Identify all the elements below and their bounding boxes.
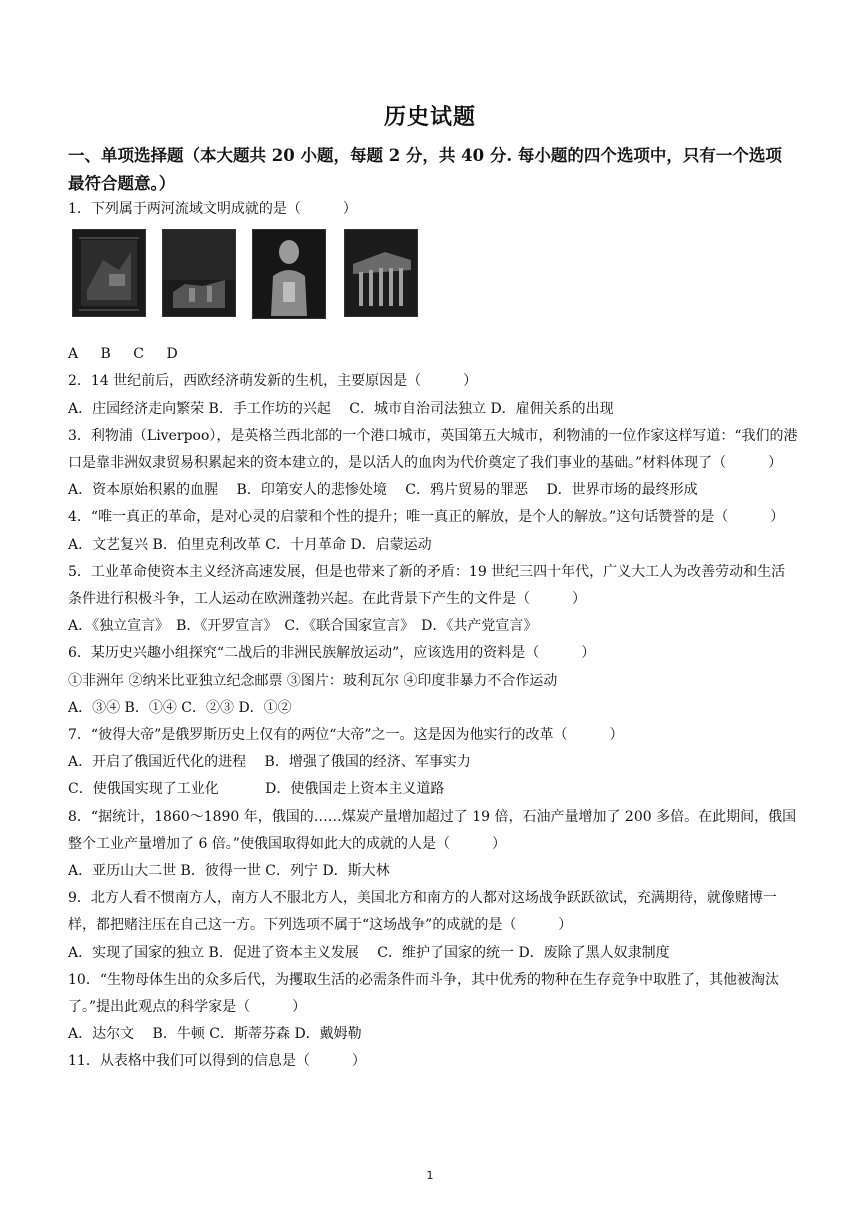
question-8-options: A．亚历山大二世 B．彼得一世 C．列宁 D．斯大林 <box>68 863 390 880</box>
question-3-stem: 3．利物浦（Liverpoo），是英格兰西北部的一个港口城市，英国第五大城市，利物浦的一位作家这样写道：“我们的港口是靠非洲奴隶贸易积累起来的资本建立的，是以活人的血肉为代价奠定了我们事业的基础。”材料体现了（ ） <box>68 427 798 472</box>
question-7-options-cd: C．使俄国实现了工业化 D．使俄国走上资本主义道路 <box>68 781 445 798</box>
question-1-options: A B C D <box>68 346 178 363</box>
question-8-stem: 8．“据统计，1860～1890 年，俄国的……煤炭产量增加超过了 19 倍，石油产量增加了 200 多倍。在此期间，俄国整个工业产量增加了 6 倍。”使俄国取得如此大的成就的人是（ ） <box>68 808 797 852</box>
question-3-options: A．资本原始积累的血腥 B．印第安人的悲惨处境 C．鸦片贸易的罪恶 D．世界市场的最终形成 <box>68 482 698 499</box>
option-b-image <box>162 229 236 317</box>
option-d-image <box>344 229 418 317</box>
question-5-options: A．《独立宣言》 B．《开罗宣言》 C．《联合国家宣言》 D．《共产党宣言》 <box>68 618 538 635</box>
question-6-stem: 6．某历史兴趣小组探究“二战后的非洲民族解放运动”，应该选用的资料是（ ） <box>68 645 596 662</box>
question-5-stem: 5．工业革命使资本主义经济高速发展，但是也带来了新的矛盾：19 世纪三四十年代，广义大工人为改善劳动和生活条件进行积极斗争，工人运动在欧洲蓬勃兴起。在此背景下产生的文件是（ ） <box>68 563 786 608</box>
question-6-options: A．③④ B．①④ C．②③ D．①② <box>68 699 292 716</box>
question-7-options-ab: A．开启了俄国近代化的进程 B．增强了俄国的经济、军事实力 <box>68 754 471 771</box>
question-10-stem: 10．“生物母体生出的众多后代，为攫取生活的必需条件而斗争，其中优秀的物种在生存竞争中取胜了，其他被淘汰了。”提出此观点的科学家是（ ） <box>68 971 779 1016</box>
question-1-stem: 1．下列属于两河流域文明成就的是（ ） <box>68 201 357 217</box>
question-4-stem: 4．“唯一真正的革命，是对心灵的启蒙和个性的提升；唯一真正的解放，是个人的解放。”这句话赞誉的是（ ） <box>68 509 785 526</box>
question-11-stem: 11．从表格中我们可以得到的信息是（ ） <box>68 1053 366 1070</box>
question-1-images <box>68 223 798 333</box>
question-9-stem: 9．北方人看不惯南方人，南方人不服北方人，美国北方和南方的人都对这场战争跃跃欲试，充满期待，就像赌博一样，都把赌注压在自己这一方。下列选项不属于“这场战争”的成就的是（ ） <box>68 890 777 934</box>
question-4-options: A．文艺复兴 B．伯里克利改革 C．十月革命 D．启蒙运动 <box>68 536 432 553</box>
question-2-options: A．庄园经济走向繁荣 B．手工作坊的兴起 C．城市自治司法独立 D．雇佣关系的出现 <box>68 400 614 417</box>
question-7-stem: 7．“彼得大帝”是俄罗斯历史上仅有的两位“大帝”之一。这是因为他实行的改革（ ） <box>68 727 624 744</box>
page-number: 1 <box>426 1169 434 1182</box>
section-heading: 一、单项选择题（本大题共 20 小题，每题 2 分，共 40 分. 每小题的四个选项中，只有一个选项最符合题意。） <box>68 146 782 193</box>
option-c-image <box>252 229 326 319</box>
page-title: 历史试题 <box>383 104 476 130</box>
question-list <box>68 196 798 1076</box>
question-6-materials: ①非洲年 ②纳米比亚独立纪念邮票 ③图片：玻利瓦尔 ④印度非暴力不合作运动 <box>68 672 558 689</box>
option-a-image <box>72 229 146 317</box>
question-9-options: A．实现了国家的独立 B．促进了资本主义发展 C．维护了国家的统一 D．废除了黑人奴隶制度 <box>68 944 670 961</box>
question-2-stem: 2．14 世纪前后，西欧经济萌发新的生机，主要原因是（ ） <box>68 373 478 390</box>
question-10-options: A．达尔文 B．牛顿 C．斯蒂芬森 D．戴姆勒 <box>68 1026 362 1043</box>
